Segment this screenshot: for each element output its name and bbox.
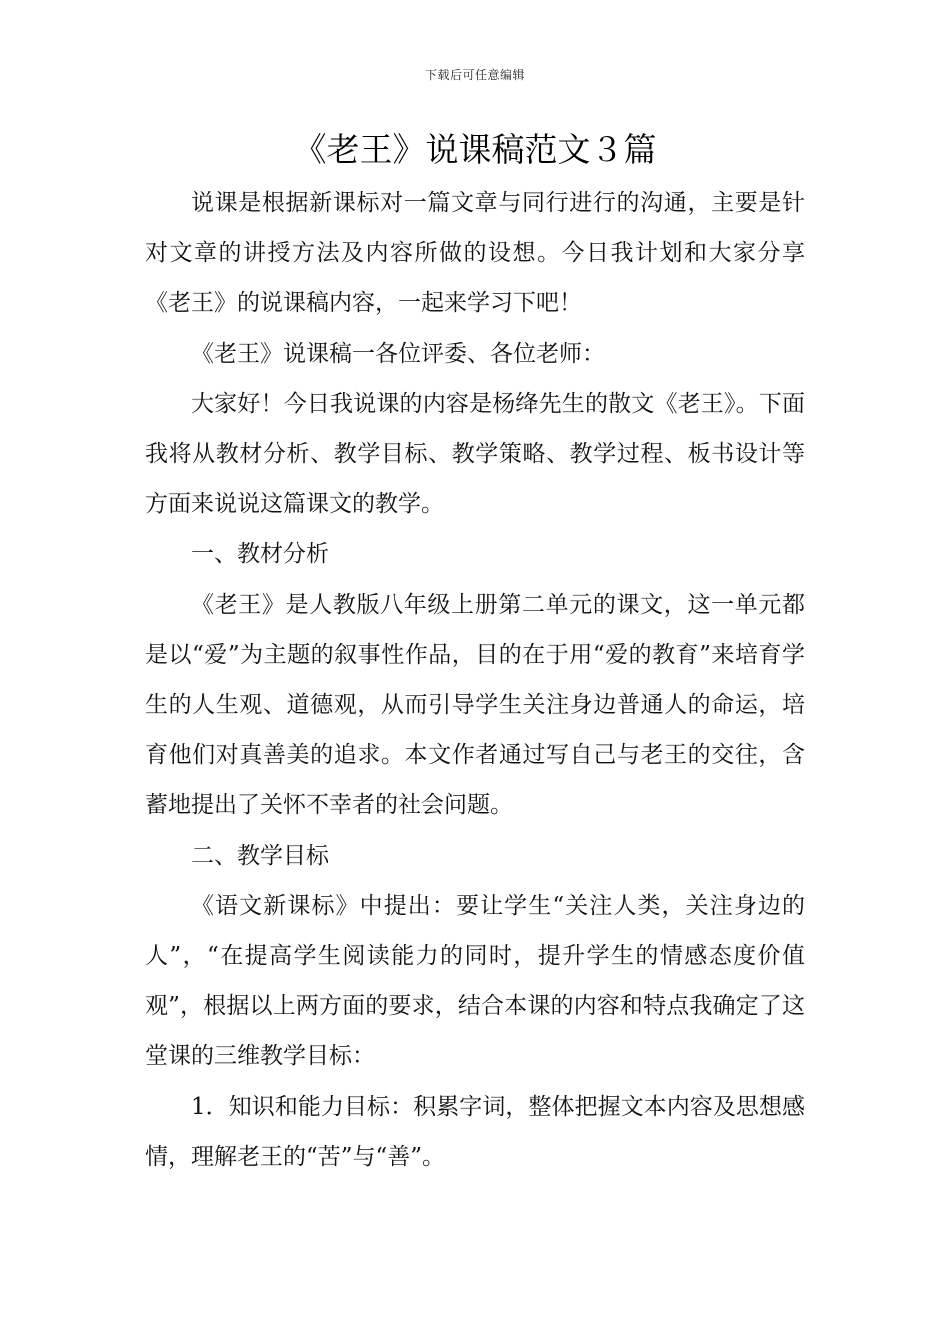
section-heading-teaching-goals: 二、教学目标 bbox=[191, 842, 329, 869]
intro-paragraph: 说课是根据新课标对一篇文章与同行进行的沟通，主要是针对文章的讲授方法及内容所做的设想。今日我计划和大家分享《老王》的说课稿内容，一起来学习下吧！ bbox=[145, 190, 805, 317]
document-title: 《老王》说课稿范文３篇 bbox=[293, 130, 657, 169]
document-body bbox=[145, 178, 805, 1182]
knowledge-goal-paragraph: 1．知识和能力目标：积累字词，整体把握文本内容及思想感情，理解老王的“苦”与“善”。 bbox=[145, 1093, 805, 1170]
header-note: 下载后可任意编辑 bbox=[424, 68, 525, 82]
speech-opening: 《老王》说课稿一各位评委、各位老师： bbox=[191, 340, 605, 367]
teaching-goals-paragraph: 《语文新课标》中提出：要让学生“关注人类，关注身边的人”，“在提高学生阅读能力的同时，提升学生的情感态度价值观”，根据以上两方面的要求，结合本课的内容和特点我确定了这堂课的三维教学目标： bbox=[145, 892, 805, 1070]
greeting-paragraph: 大家好！今日我说课的内容是杨绛先生的散文《老王》。下面我将从教材分析、教学目标、教学策略、教学过程、板书设计等方面来说说这篇课文的教学。 bbox=[145, 390, 805, 518]
section-heading-textbook-analysis: 一、教材分析 bbox=[191, 541, 329, 568]
textbook-analysis-paragraph: 《老王》是人教版八年级上册第二单元的课文，这一单元都是以“爱”为主题的叙事性作品，目的在于用“爱的教育”来培育学生的人生观、道德观，从而引导学生关注身边普通人的命运，培育他们对真善美的追求。本文作者通过写自己与老王的交往，含蓄地提出了关怀不幸者的社会问题。 bbox=[145, 591, 805, 819]
